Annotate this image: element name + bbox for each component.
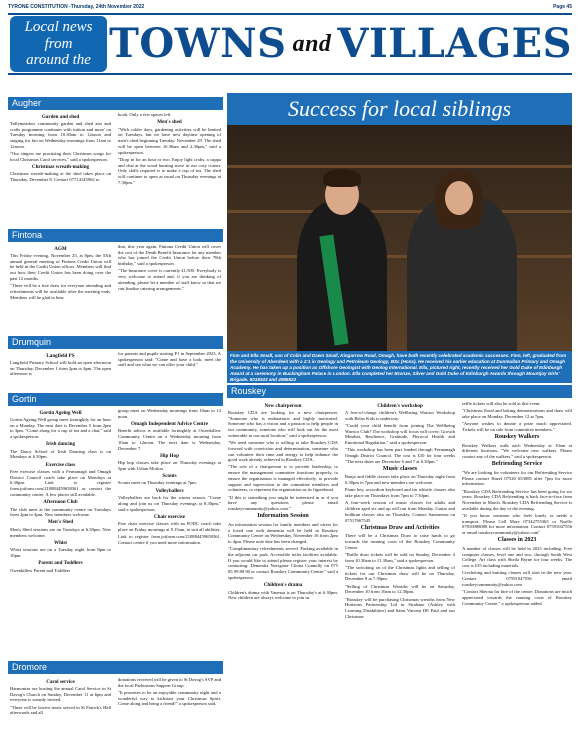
paragraph: Scouts meet on Thursday evenings at 7pm. bbox=[118, 480, 197, 486]
gortin-col-2 bbox=[118, 408, 221, 547]
paragraph: Children's drama with Vanessa is on Thursday's at 6.30pm. New children are always welcome to join in. bbox=[228, 589, 338, 601]
subheading: Hip Hop bbox=[160, 452, 179, 459]
drumquin-col-1 bbox=[10, 351, 111, 379]
tagline-line-1: Local news from bbox=[24, 19, 93, 52]
paragraph: "Complimentary refreshments served. Parking available in the adjacent car park. Accessible toilet facilities available. If you would like to attend please register your interest by contacting: Dementia Navigator Cliona Connolly on 075 85 99 88 90 or contact Rouskey Community Centre," said a spokesperson. bbox=[228, 546, 338, 580]
paragraph: "There will be festive treats served in St Patrick's Hall afterwards and all bbox=[10, 704, 111, 716]
title-villages: VILLAGES bbox=[337, 20, 572, 67]
masthead-title bbox=[109, 15, 572, 73]
newspaper-date: TYRONE CONSTITUTION -Thursday, 24th November 2022 bbox=[8, 3, 145, 10]
subheading: Music classes bbox=[382, 465, 418, 472]
paragraph: "Anyone wishes to donate a prize much appreciated. Tickets will be on sale from committee members." bbox=[462, 421, 572, 432]
paragraph: The club meet at the community centre on Tuesdays from 2pm to 4pm. New members welcome. bbox=[10, 506, 111, 518]
paragraph: Christmas wreath-making at the shed takes place on Thursday, December 8. Contact 07714145962 to bbox=[10, 171, 111, 183]
gortin-col-1 bbox=[10, 408, 111, 575]
paragraph: Piano key, accordion keyboard and tin whistle classes also take place on Thursdays from 7pm to 7.30pm. bbox=[345, 487, 455, 499]
paragraph: "Christmas floral and baking demonstrations and draw will take place on Monday, December 12 at 7pm. bbox=[462, 408, 572, 419]
subheading: Scouts bbox=[162, 473, 177, 480]
paragraph: Gortin Ageing Well group meet fortnightly for an hour on a Monday. The next date is December 5 from 2pm to 3pm. "Come along for a cup of tea and a chat," said a spokesperson. bbox=[10, 416, 111, 440]
paragraph: "If this is something you might be interested in or if you have any questions please email rouskeycommunity@yahoo.com." bbox=[228, 494, 338, 512]
subheading: Christmas Draw and Activities bbox=[360, 524, 440, 531]
subheading: Langfield PS bbox=[46, 352, 75, 359]
paragraph: "Could your child benefit from joining The Wellbeing Warrior Club? The workshop will focus will cover: Growth Mindset, Resilience, Gratitude, Physical Health and Emotional Regulation," said a spokesperson. bbox=[345, 422, 455, 446]
paragraph: Whist sessions are on a Tuesday night from 8pm to 10pm. bbox=[10, 547, 111, 558]
augher-col-2 bbox=[118, 112, 221, 187]
subheading: Chair exercise bbox=[153, 513, 186, 520]
feature-headline: Success for local siblings bbox=[227, 93, 572, 125]
subheading: Children's workshop bbox=[377, 402, 423, 409]
subheading: Christmas wreath-making bbox=[31, 164, 90, 170]
paragraph: A four-week session of music classes for adults and children aged six and up will run from Monday. Guitar and bodhran classes also on Thursday. Contact Santarenas on 07517667545. bbox=[345, 500, 455, 523]
dromore-col-1 bbox=[10, 677, 111, 718]
paragraph: Rouskey CDA are looking for a new chairperson. "Someone who is enthusiastic and highly motivated. Someone who has a vision and a passion to help people in our community, someone who will look out for the most vulnerable in our rural location," said a spokesperson. bbox=[228, 409, 338, 438]
section-drumquin: Drumquin bbox=[8, 336, 223, 349]
drumquin-col-2 bbox=[118, 351, 221, 370]
paragraph: Volleyballers are back for the winter season. "Come along and join us on Thursday evenings at 8.30pm," said a spokesperson. bbox=[118, 495, 221, 512]
paragraph: "Rouskey CDA Befriending Service has been going for six years. Rouskey CDA Befriending is back face-to-face from November to March. Rouskey CDA Befriending Service is available during the day or the evening. bbox=[462, 488, 572, 511]
subheading: Men's shed bbox=[157, 119, 182, 126]
paragraph: "With colder days, gardening activities will be limited on Tuesdays, but we have new daytime opening of men's shed beginning Tuesday, November 29. The shed will be open between 10.30am and 2.30pm," said a spokesperson. bbox=[118, 126, 221, 155]
section-rouskey: Rouskey bbox=[227, 385, 572, 398]
subheading: Children's drama bbox=[263, 582, 303, 589]
paragraph: This Friday evening, November 25, at 8pm, the 55th annual general meeting of Fintona Credit Union will be held in the Credit Union offices. Members will find out how their Credit Union has been doing over the past 12 months. bbox=[10, 252, 111, 281]
paragraph: "Our singers are practising their Christmas songs for local Christmas Carol services," said a spokesperson. bbox=[10, 151, 111, 162]
paragraph: "Contact Sheona for hire of the centre. Donations are much appreciated towards the running costs of Rouskey Community Centre," a spokesperson added. bbox=[462, 589, 572, 606]
fintona-col-2 bbox=[118, 244, 221, 293]
paragraph: There will be a Christmas Draw to raise funds to go towards the running costs of the Rouskey Community Centre. bbox=[345, 533, 455, 550]
subheading: Irish dancing bbox=[45, 441, 75, 448]
subheading: Information Session bbox=[257, 513, 309, 520]
photo-caption: Finn and Ella Small, son of Colin and Dawn Small, Kingarrow Road, Omagh, have both recently celebrated academic successes. Finn, left, graduated from the University of Aberdeen with a 2:1 in Geology and Petroleum Geology, BSc (Hons). He received his earlier education at Dunmullan Primary and Omagh Academy. He has taken up a position as Offshore Geologist with Geolog International. Ella, pictured right, recently received her Gold Duke of Edinburgh Award at a ceremony in Buckingham Palace in London. Ella completed her Bronze, Silver and Gold Duke of Edinburgh Awards through Mountjoy Girls' Brigade. 5018343 and 4986522 bbox=[227, 351, 572, 383]
paragraph: Benefit advice is available fortnightly at Owenkillew Community Centre on a Wednesday morning from 10am to 12noon. The next date is Wednesday, December 7. bbox=[118, 428, 221, 451]
paragraph: for parents and pupils starting P1 in September 2023. A spokesperson said: "Come and have a look, meet the staff and see what we can offer your child." bbox=[118, 351, 221, 368]
paragraph: that, this year again, Fintona Credit Union will cover the cost of the Death Benefit Insurance for any member who has joined the Credit Union before their 70th birthday," said a spokesperson. bbox=[118, 244, 221, 267]
title-and: and bbox=[292, 31, 332, 57]
paragraph: "We need someone who is willing to take Rouskey CDA forward with conviction and determination, someone who can volunteer their time and energy to help enhance the good work already achieved in Rouskey CDA. bbox=[228, 440, 338, 463]
paragraph: Tullymeadow community garden and shed arts and crafts programme continues with tuition and more' on Tuesday morning from 10.30am to 12noon and singing for fun on Wednesday mornings from 11am to 12noon. bbox=[10, 120, 111, 149]
paragraph: "We are looking for volunteers for our Befriending Service Please contact Hazel 07520 653885 after 7pm for more information. bbox=[462, 469, 572, 487]
section-dromore: Dromore bbox=[8, 661, 223, 674]
rouskey-col-1 bbox=[228, 401, 338, 603]
paragraph: Langfield Primary School will hold an open afternoon on Thursday, December 1 from 2pm to 4pm. The open afternoon is bbox=[10, 359, 111, 377]
paragraph: "This workshop has been part funded through Fermanagh Omagh District Council. The cost is £10 for four weeks "The next dates are December 6 and 7 at 6.30pm." bbox=[345, 447, 455, 464]
section-gortin: Gortin bbox=[8, 393, 223, 406]
paragraph: Harmonize are hosting the annual Carol Service in St Davog's Church on Sunday, December 11 at 6pm and everyone is warmly invited. bbox=[10, 685, 111, 703]
page-header bbox=[8, 3, 572, 11]
paragraph: "There will be a free draw for everyone attending and refreshments will be available after the meeting ends. Members will be glad to hear bbox=[10, 283, 111, 300]
subheading: Men's Shed bbox=[47, 519, 74, 526]
masthead bbox=[8, 13, 572, 75]
paragraph: "Drop in for an hour or two. Enjoy light crafts, a cuppa and chat at the wood burning stove in our cosy corner. Only skills required is to make a cup of tea. The shed will continue to open as usual on Thursday evenings at 7.30pm." bbox=[118, 156, 221, 185]
paragraph: A number of classes will be held in 2023 including: Free computer classes, level one and two, through South West College. Art class with Sheila Byrne for four weeks. The cost is £35 including materials. bbox=[462, 545, 572, 569]
paragraph: "It promises to be an enjoyable community night and a wonderful way to kickstart your Christmas Spirit. Come along and bring a friend!" a spokesperson said. bbox=[118, 689, 221, 707]
paragraph: Free exercise classes with a Fermanagh and Omagh District Council coach take place on Mondays at 6.30pm. Link to register form.jotform.com/210884459658361 or contact the community centre. A few places still available. bbox=[10, 468, 111, 497]
page-number: Page 45 bbox=[553, 3, 572, 10]
paragraph: book. Only a few spaces left. bbox=[118, 112, 172, 117]
section-augher: Augher bbox=[8, 97, 223, 110]
paragraph: Banjo and fiddle classes take place on Thursday night from 6.30pm to 7pm and new members are welcome. bbox=[345, 474, 455, 486]
subheading: Afternoon Club bbox=[43, 499, 78, 506]
rouskey-col-3 bbox=[462, 401, 572, 608]
paragraph: Rouskey Walkers walk each Wednesday at 10am at different locations. "We welcome new walkers. Please contact any of the walkers," said a spokesperson. bbox=[462, 442, 572, 460]
dromore-col-2 bbox=[118, 677, 221, 709]
subheading: Volleyballers bbox=[155, 487, 184, 494]
paragraph: "The Insurance cover is currently £1,500. Everybody is very welcome to attend and, if you are thinking of attending, please let a member of staff know so that we can finalise catering arrangements." bbox=[118, 268, 221, 291]
paragraph: "The role of a chairperson is to provide leadership, to ensure the management committee functions properly, to ensure the organisation is managed effectively, to provide support and supervision to the committee members and volunteers, to represent the organisation as its figurehead. bbox=[228, 464, 338, 493]
subheading: Befriending Service bbox=[491, 461, 543, 468]
paragraph: Owenkillew Parent and Toddlers bbox=[10, 567, 71, 573]
subheading: Parent and Toddlers bbox=[38, 560, 83, 567]
paragraph: Hip hop classes take place on Thursday evenings at 5pm with Urban Motion. bbox=[118, 460, 221, 471]
subheading: Gortin Ageing Well bbox=[39, 409, 82, 416]
paragraph: A free-of-charge children's Wellbeing Warrior Workshop with Relax Kids is underway. bbox=[345, 409, 455, 421]
paragraph: Men's Shed sessions are on Tuesdays at 6.30pm. New members welcome. bbox=[10, 526, 111, 538]
subheading: Whist bbox=[53, 539, 68, 546]
paragraph: "The switching on of the Christmas lights and selling of tickets for our Christmas draw will be on Thursday, December 8 at 7.30pm. bbox=[345, 565, 455, 582]
section-fintona: Fintona bbox=[8, 229, 223, 242]
tagline-line-2: around the bbox=[26, 52, 91, 69]
paragraph: "Rouskey will be purchasing Christmas wreaths from New Horizons Partnership Ltd in Strabane (Ashley with Learning Disabilities) and Saint Vincent DE Paul and our Christmas bbox=[345, 596, 455, 619]
subheading: Classes in 2023 bbox=[497, 537, 537, 544]
paragraph: "Raffle draw tickets will be sold on Sunday, December 4 from 10.30am to 11.30am," said a spokesperson. bbox=[345, 552, 455, 563]
subheading: Exercise class bbox=[45, 461, 76, 468]
masthead-tagline bbox=[10, 16, 107, 72]
rouskey-col-2 bbox=[345, 401, 455, 621]
paragraph: group meet on Wednesday mornings from 10am to 12 noon. bbox=[118, 408, 221, 419]
paragraph: "If you know someone who feels lonely or needs a transport, Please Call Mary 07342755365 or Noelle 07810088088 for more information. Contact 07591047556 or email rouskeycommunity@yahoo.com" bbox=[462, 513, 572, 536]
subheading: Rouskey Walkers bbox=[494, 434, 540, 441]
paragraph: Crocheting and knitting classes will start in the new year. Contact 07591047556 email rouskeycommunity@yahoo.com bbox=[462, 570, 572, 587]
subheading: Omagh Independent Advice Centre bbox=[130, 420, 209, 427]
paragraph: Link to register form.jotform.com/210884459658361. Contact centre if you need more information. bbox=[118, 534, 221, 545]
subheading: New chairperson bbox=[264, 402, 302, 409]
paragraph: An information session for family members and carers for a loved one with dementia will be held in Rouskey Community Centre on Wednesday, November 16 from 2pm to 4pm. Please note date has been changed. bbox=[228, 521, 338, 545]
feature-photo bbox=[227, 125, 572, 351]
paragraph: donations received will be given to St Davog's SVP and the local Parkinsons Support Group. bbox=[118, 677, 221, 688]
title-towns: TOWNS bbox=[109, 20, 287, 67]
paragraph: "Selling of Christmas Wreaths will be on Saturday, December 10 from 10am to 12.30pm. bbox=[345, 583, 455, 595]
paragraph: The Darcy School of Irish Dancing class is on Mondays at 6.30pm. bbox=[10, 448, 111, 460]
subheading: Carol service bbox=[46, 678, 75, 685]
fintona-col-1 bbox=[10, 244, 111, 302]
subheading: Garden and shed bbox=[41, 113, 80, 120]
subheading: AGM bbox=[54, 245, 67, 252]
paragraph: Free chair exercise classes with an FODC coach take place on Friday mornings at 9.15am, to suit all abilities. bbox=[118, 521, 221, 532]
augher-col-1 bbox=[10, 112, 111, 184]
paragraph: raffle tickets will also be sold at this event. bbox=[462, 401, 541, 406]
